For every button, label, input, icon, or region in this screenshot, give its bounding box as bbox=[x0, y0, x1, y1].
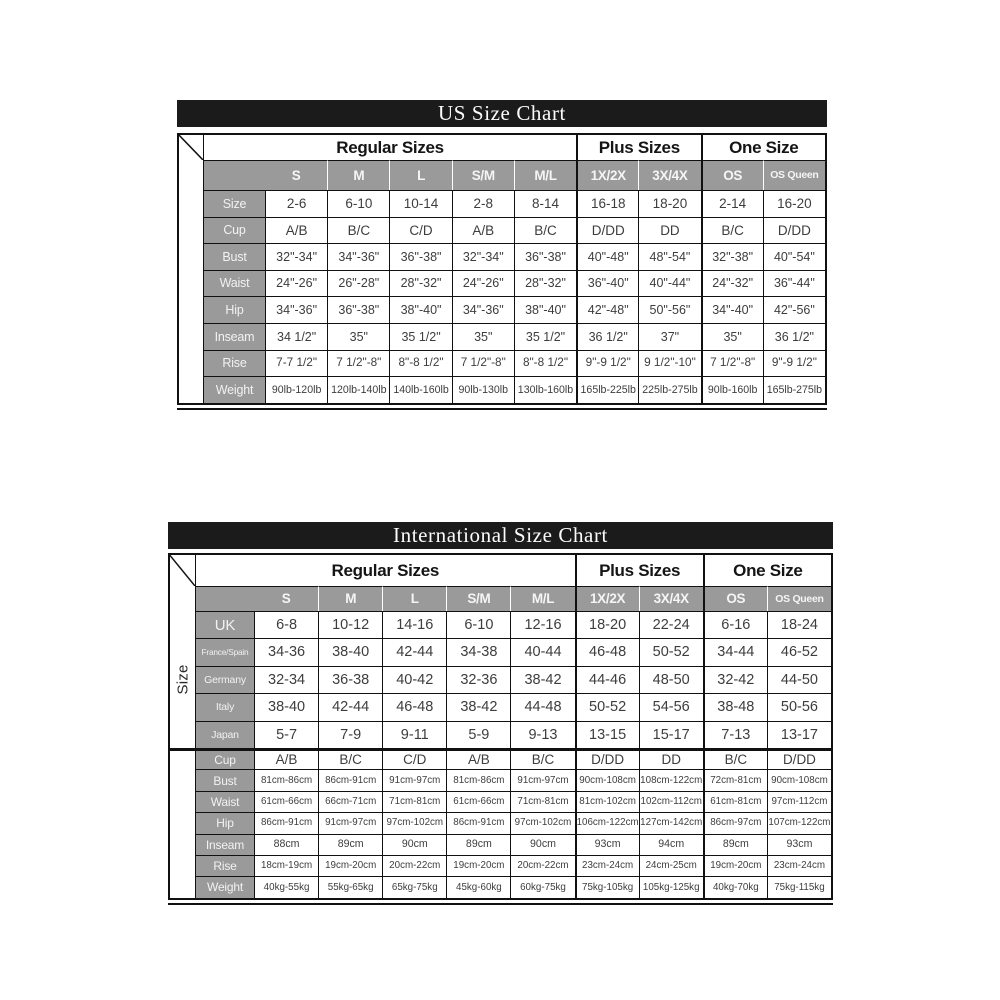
data-cell: 90cm-108cm bbox=[767, 769, 831, 790]
column-header: S/M bbox=[452, 160, 514, 190]
data-cell: 35" bbox=[701, 323, 763, 350]
international-chart-table bbox=[168, 553, 833, 900]
data-cell: 8"-8 1/2" bbox=[514, 350, 576, 377]
data-cell: 36"-38" bbox=[514, 243, 576, 270]
column-header: OS bbox=[703, 586, 767, 611]
group-header: Regular Sizes bbox=[203, 135, 576, 160]
data-cell: 32-36 bbox=[446, 666, 510, 693]
data-cell: 91cm-97cm bbox=[510, 769, 574, 790]
data-cell: 2-14 bbox=[701, 190, 763, 217]
row-label: France/Spain bbox=[195, 638, 254, 665]
data-cell: A/B bbox=[452, 217, 514, 244]
data-cell: 165lb-225lb bbox=[576, 376, 638, 403]
data-cell: D/DD bbox=[576, 217, 638, 244]
data-cell: 23cm-24cm bbox=[575, 855, 639, 876]
international-chart-bottom-rule bbox=[168, 903, 833, 905]
data-cell: 42"-56" bbox=[763, 296, 825, 323]
data-cell: 86cm-91cm bbox=[446, 812, 510, 833]
international-size-chart bbox=[168, 522, 833, 905]
column-header: M/L bbox=[510, 586, 574, 611]
data-cell: 23cm-24cm bbox=[767, 855, 831, 876]
data-cell: 9"-9 1/2" bbox=[576, 350, 638, 377]
data-cell: 36-38 bbox=[318, 666, 382, 693]
us-chart-bottom-rule bbox=[177, 408, 827, 410]
data-cell: 127cm-142cm bbox=[639, 812, 703, 833]
group-header: Plus Sizes bbox=[576, 135, 700, 160]
data-cell: 34"-36" bbox=[452, 296, 514, 323]
data-cell: 19cm-20cm bbox=[446, 855, 510, 876]
data-cell: 40-42 bbox=[382, 666, 446, 693]
data-cell: 34 1/2" bbox=[265, 323, 327, 350]
data-cell: 18-24 bbox=[767, 611, 831, 638]
data-cell: 40"-44" bbox=[638, 270, 700, 297]
data-cell: 35 1/2" bbox=[514, 323, 576, 350]
data-cell: 7 1/2"-8" bbox=[327, 350, 389, 377]
data-cell: 38-48 bbox=[703, 693, 767, 720]
data-cell: 225lb-275lb bbox=[638, 376, 700, 403]
data-cell: 7-7 1/2" bbox=[265, 350, 327, 377]
data-cell: B/C bbox=[510, 748, 574, 769]
data-cell: 75kg-105kg bbox=[575, 876, 639, 897]
column-header: 1X/2X bbox=[575, 586, 639, 611]
data-cell: 71cm-81cm bbox=[382, 791, 446, 812]
data-cell: 90cm bbox=[510, 834, 574, 855]
data-cell: 34"-40" bbox=[701, 296, 763, 323]
data-cell: 5-7 bbox=[254, 721, 318, 748]
data-cell: 7 1/2"-8" bbox=[701, 350, 763, 377]
data-cell: 90cm bbox=[382, 834, 446, 855]
column-header: M/L bbox=[514, 160, 576, 190]
diagonal-line bbox=[168, 553, 195, 586]
size-side-label: Size bbox=[174, 664, 192, 695]
data-cell: 42-44 bbox=[318, 693, 382, 720]
data-cell: 54-56 bbox=[639, 693, 703, 720]
data-cell: DD bbox=[638, 217, 700, 244]
data-cell: 72cm-81cm bbox=[703, 769, 767, 790]
data-cell: 97cm-112cm bbox=[767, 791, 831, 812]
data-cell: 16-18 bbox=[576, 190, 638, 217]
data-cell: 34-36 bbox=[254, 638, 318, 665]
data-cell: B/C bbox=[703, 748, 767, 769]
data-cell: B/C bbox=[318, 748, 382, 769]
corner-strip bbox=[170, 555, 195, 748]
data-cell: 97cm-102cm bbox=[382, 812, 446, 833]
data-cell: 36"-38" bbox=[389, 243, 451, 270]
data-cell: 36"-40" bbox=[576, 270, 638, 297]
row-label: Germany bbox=[195, 666, 254, 693]
data-cell: 38-42 bbox=[446, 693, 510, 720]
data-cell: 22-24 bbox=[639, 611, 703, 638]
data-cell: 90lb-160lb bbox=[701, 376, 763, 403]
data-cell: 44-48 bbox=[510, 693, 574, 720]
column-header-spacer bbox=[203, 160, 265, 190]
row-label: Japan bbox=[195, 721, 254, 748]
data-cell: 44-50 bbox=[767, 666, 831, 693]
data-cell: 40kg-55kg bbox=[254, 876, 318, 897]
data-cell: 89cm bbox=[446, 834, 510, 855]
data-cell: 24"-32" bbox=[701, 270, 763, 297]
data-cell: 140lb-160lb bbox=[389, 376, 451, 403]
data-cell: 9-11 bbox=[382, 721, 446, 748]
data-cell: 66cm-71cm bbox=[318, 791, 382, 812]
row-label: Cup bbox=[203, 217, 265, 244]
data-cell: 24"-26" bbox=[452, 270, 514, 297]
data-cell: 34"-36" bbox=[327, 243, 389, 270]
data-cell: 36 1/2" bbox=[576, 323, 638, 350]
us-chart-title: US Size Chart bbox=[177, 100, 827, 127]
data-cell: 61cm-81cm bbox=[703, 791, 767, 812]
data-cell: 71cm-81cm bbox=[510, 791, 574, 812]
group-header: Regular Sizes bbox=[195, 555, 575, 586]
data-cell: 86cm-91cm bbox=[254, 812, 318, 833]
data-cell: 20cm-22cm bbox=[510, 855, 574, 876]
data-cell: 93cm bbox=[575, 834, 639, 855]
data-cell: 97cm-102cm bbox=[510, 812, 574, 833]
data-cell: 7-13 bbox=[703, 721, 767, 748]
row-label: Weight bbox=[203, 376, 265, 403]
data-cell: 6-16 bbox=[703, 611, 767, 638]
data-cell: 8"-8 1/2" bbox=[389, 350, 451, 377]
data-cell: A/B bbox=[265, 217, 327, 244]
data-cell: 35" bbox=[452, 323, 514, 350]
data-cell: 14-16 bbox=[382, 611, 446, 638]
data-cell: 36 1/2" bbox=[763, 323, 825, 350]
data-cell: B/C bbox=[701, 217, 763, 244]
group-header: One Size bbox=[701, 135, 825, 160]
row-label: Bust bbox=[195, 769, 254, 790]
column-header: L bbox=[382, 586, 446, 611]
data-cell: 90cm-108cm bbox=[575, 769, 639, 790]
data-cell: 8-14 bbox=[514, 190, 576, 217]
row-label: Cup bbox=[195, 748, 254, 769]
data-cell: 81cm-86cm bbox=[254, 769, 318, 790]
data-cell: 107cm-122cm bbox=[767, 812, 831, 833]
data-cell: 9-13 bbox=[510, 721, 574, 748]
data-cell: 50-52 bbox=[639, 638, 703, 665]
diagonal-line bbox=[177, 133, 203, 160]
data-cell: 90lb-120lb bbox=[265, 376, 327, 403]
data-cell: 106cm-122cm bbox=[575, 812, 639, 833]
data-cell: 36"-44" bbox=[763, 270, 825, 297]
column-header: S/M bbox=[446, 586, 510, 611]
data-cell: 50-52 bbox=[575, 693, 639, 720]
data-cell: 6-8 bbox=[254, 611, 318, 638]
data-cell: 46-48 bbox=[575, 638, 639, 665]
column-header: M bbox=[327, 160, 389, 190]
data-cell: 105kg-125kg bbox=[639, 876, 703, 897]
data-cell: 18-20 bbox=[575, 611, 639, 638]
data-cell: 89cm bbox=[703, 834, 767, 855]
us-size-chart bbox=[177, 100, 827, 410]
row-label: Weight bbox=[195, 876, 254, 897]
data-cell: 19cm-20cm bbox=[318, 855, 382, 876]
data-cell: 19cm-20cm bbox=[703, 855, 767, 876]
data-cell: A/B bbox=[446, 748, 510, 769]
column-header: M bbox=[318, 586, 382, 611]
data-cell: 48"-54" bbox=[638, 243, 700, 270]
data-cell: 36"-38" bbox=[327, 296, 389, 323]
international-chart-title: International Size Chart bbox=[168, 522, 833, 549]
group-header: One Size bbox=[703, 555, 831, 586]
data-cell: 32-34 bbox=[254, 666, 318, 693]
column-header: OS Queen bbox=[763, 160, 825, 190]
row-label: Italy bbox=[195, 693, 254, 720]
column-header: 3X/4X bbox=[639, 586, 703, 611]
row-label: Rise bbox=[203, 350, 265, 377]
data-cell: 6-10 bbox=[327, 190, 389, 217]
data-cell: 7-9 bbox=[318, 721, 382, 748]
data-cell: 40"-54" bbox=[763, 243, 825, 270]
data-cell: 32-42 bbox=[703, 666, 767, 693]
data-cell: 15-17 bbox=[639, 721, 703, 748]
data-cell: 46-52 bbox=[767, 638, 831, 665]
column-header: L bbox=[389, 160, 451, 190]
data-cell: A/B bbox=[254, 748, 318, 769]
data-cell: 28"-32" bbox=[389, 270, 451, 297]
column-header: 1X/2X bbox=[576, 160, 638, 190]
data-cell: 13-17 bbox=[767, 721, 831, 748]
column-header: S bbox=[265, 160, 327, 190]
data-cell: 120lb-140lb bbox=[327, 376, 389, 403]
data-cell: 40"-48" bbox=[576, 243, 638, 270]
data-cell: 165lb-275lb bbox=[763, 376, 825, 403]
row-label: Inseam bbox=[203, 323, 265, 350]
row-label: Inseam bbox=[195, 834, 254, 855]
data-cell: 24"-26" bbox=[265, 270, 327, 297]
row-label: Size bbox=[203, 190, 265, 217]
data-cell: 9"-9 1/2" bbox=[763, 350, 825, 377]
data-cell: 46-48 bbox=[382, 693, 446, 720]
data-cell: 40kg-70kg bbox=[703, 876, 767, 897]
data-cell: 65kg-75kg bbox=[382, 876, 446, 897]
data-cell: 7 1/2"-8" bbox=[452, 350, 514, 377]
data-cell: 61cm-66cm bbox=[446, 791, 510, 812]
data-cell: 24cm-25cm bbox=[639, 855, 703, 876]
data-cell: 2-6 bbox=[265, 190, 327, 217]
data-cell: 42-44 bbox=[382, 638, 446, 665]
data-cell: 10-12 bbox=[318, 611, 382, 638]
data-cell: 38-42 bbox=[510, 666, 574, 693]
data-cell: 90lb-130lb bbox=[452, 376, 514, 403]
us-chart-table bbox=[177, 133, 827, 405]
corner-strip-lower bbox=[170, 748, 195, 898]
row-label: Hip bbox=[203, 296, 265, 323]
row-label: UK bbox=[195, 611, 254, 638]
data-cell: 89cm bbox=[318, 834, 382, 855]
data-cell: 18cm-19cm bbox=[254, 855, 318, 876]
data-cell: 102cm-112cm bbox=[639, 791, 703, 812]
data-cell: 93cm bbox=[767, 834, 831, 855]
data-cell: 9 1/2"-10" bbox=[638, 350, 700, 377]
data-cell: 26"-28" bbox=[327, 270, 389, 297]
data-cell: 91cm-97cm bbox=[382, 769, 446, 790]
data-cell: 61cm-66cm bbox=[254, 791, 318, 812]
data-cell: 38"-40" bbox=[514, 296, 576, 323]
data-cell: 32"-38" bbox=[701, 243, 763, 270]
data-cell: 91cm-97cm bbox=[318, 812, 382, 833]
data-cell: 42"-48" bbox=[576, 296, 638, 323]
data-cell: 34-38 bbox=[446, 638, 510, 665]
data-cell: 45kg-60kg bbox=[446, 876, 510, 897]
data-cell: 108cm-122cm bbox=[639, 769, 703, 790]
data-cell: B/C bbox=[327, 217, 389, 244]
data-cell: 16-20 bbox=[763, 190, 825, 217]
data-cell: C/D bbox=[382, 748, 446, 769]
data-cell: 12-16 bbox=[510, 611, 574, 638]
data-cell: 35 1/2" bbox=[389, 323, 451, 350]
data-cell: 13-15 bbox=[575, 721, 639, 748]
data-cell: 32"-34" bbox=[265, 243, 327, 270]
column-header-spacer bbox=[195, 586, 254, 611]
data-cell: DD bbox=[639, 748, 703, 769]
column-header: 3X/4X bbox=[638, 160, 700, 190]
data-cell: 55kg-65kg bbox=[318, 876, 382, 897]
row-label: Hip bbox=[195, 812, 254, 833]
data-cell: 34-44 bbox=[703, 638, 767, 665]
data-cell: 94cm bbox=[639, 834, 703, 855]
data-cell: 86cm-97cm bbox=[703, 812, 767, 833]
data-cell: 48-50 bbox=[639, 666, 703, 693]
data-cell: 5-9 bbox=[446, 721, 510, 748]
column-header: OS Queen bbox=[767, 586, 831, 611]
data-cell: 40-44 bbox=[510, 638, 574, 665]
corner-strip bbox=[179, 135, 203, 403]
data-cell: 18-20 bbox=[638, 190, 700, 217]
data-cell: 38-40 bbox=[318, 638, 382, 665]
data-cell: 130lb-160lb bbox=[514, 376, 576, 403]
data-cell: 86cm-91cm bbox=[318, 769, 382, 790]
row-label: Waist bbox=[195, 791, 254, 812]
data-cell: 34"-36" bbox=[265, 296, 327, 323]
data-cell: D/DD bbox=[763, 217, 825, 244]
data-cell: 20cm-22cm bbox=[382, 855, 446, 876]
data-cell: 37" bbox=[638, 323, 700, 350]
data-cell: 2-8 bbox=[452, 190, 514, 217]
size-axis-label-box bbox=[170, 611, 195, 748]
data-cell: 50"-56" bbox=[638, 296, 700, 323]
data-cell: 10-14 bbox=[389, 190, 451, 217]
data-cell: 32"-34" bbox=[452, 243, 514, 270]
row-label: Rise bbox=[195, 855, 254, 876]
column-header: S bbox=[254, 586, 318, 611]
data-cell: D/DD bbox=[575, 748, 639, 769]
data-cell: 60kg-75kg bbox=[510, 876, 574, 897]
data-cell: 35" bbox=[327, 323, 389, 350]
row-label: Bust bbox=[203, 243, 265, 270]
data-cell: D/DD bbox=[767, 748, 831, 769]
row-label: Waist bbox=[203, 270, 265, 297]
data-cell: 6-10 bbox=[446, 611, 510, 638]
column-header: OS bbox=[701, 160, 763, 190]
group-header: Plus Sizes bbox=[575, 555, 703, 586]
data-cell: C/D bbox=[389, 217, 451, 244]
data-cell: 75kg-115kg bbox=[767, 876, 831, 897]
data-cell: 50-56 bbox=[767, 693, 831, 720]
data-cell: 38"-40" bbox=[389, 296, 451, 323]
data-cell: 81cm-102cm bbox=[575, 791, 639, 812]
data-cell: 44-46 bbox=[575, 666, 639, 693]
data-cell: 81cm-86cm bbox=[446, 769, 510, 790]
data-cell: 38-40 bbox=[254, 693, 318, 720]
data-cell: 28"-32" bbox=[514, 270, 576, 297]
data-cell: B/C bbox=[514, 217, 576, 244]
data-cell: 88cm bbox=[254, 834, 318, 855]
